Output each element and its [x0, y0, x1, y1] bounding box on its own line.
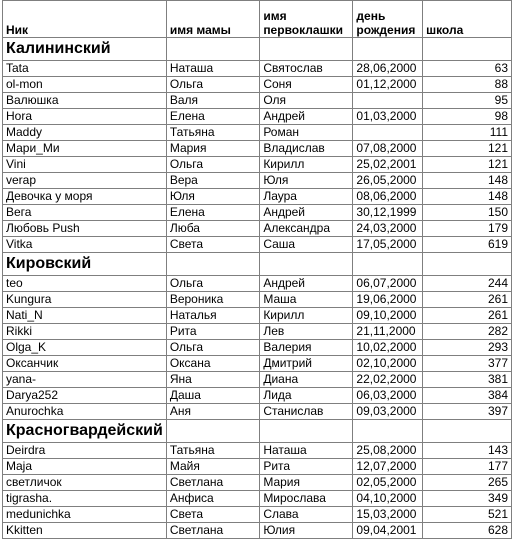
cell-school[interactable]: 628 [423, 523, 512, 539]
cell-birthday[interactable]: 09,03,2000 [353, 404, 423, 420]
table-row [3, 61, 512, 77]
cell-mother[interactable]: Юля [166, 189, 260, 205]
cell-child[interactable]: Кирилл [260, 308, 353, 324]
cell-school[interactable]: 121 [423, 157, 512, 173]
cell-nick[interactable]: teo [3, 276, 167, 292]
empty-cell[interactable] [353, 38, 423, 61]
table-row [3, 523, 512, 539]
table-row [3, 404, 512, 420]
cell-school[interactable]: 95 [423, 93, 512, 109]
cell-nick[interactable]: yana- [3, 372, 167, 388]
cell-child[interactable]: Мирослава [260, 491, 353, 507]
cell-school[interactable]: 121 [423, 141, 512, 157]
cell-nick[interactable]: Вега [3, 205, 167, 221]
cell-birthday[interactable] [353, 93, 423, 109]
cell-school[interactable]: 293 [423, 340, 512, 356]
cell-mother[interactable]: Ольга [166, 77, 260, 93]
cell-child[interactable]: Андрей [260, 205, 353, 221]
cell-mother[interactable]: Мария [166, 141, 260, 157]
cell-child[interactable]: Юля [260, 173, 353, 189]
cell-birthday[interactable]: 09,10,2000 [353, 308, 423, 324]
table-row [3, 475, 512, 491]
cell-mother[interactable]: Наталья [166, 308, 260, 324]
cell-child[interactable]: Лев [260, 324, 353, 340]
table-row [3, 308, 512, 324]
cell-mother[interactable]: Наташа [166, 61, 260, 77]
cell-birthday[interactable]: 17,05,2000 [353, 237, 423, 253]
cell-birthday[interactable]: 22,02,2000 [353, 372, 423, 388]
cell-child[interactable]: Дмитрий [260, 356, 353, 372]
cell-mother[interactable]: Майя [166, 459, 260, 475]
cell-school[interactable]: 377 [423, 356, 512, 372]
empty-cell[interactable] [166, 38, 260, 61]
empty-cell[interactable] [260, 420, 353, 443]
cell-birthday[interactable]: 25,02,2001 [353, 157, 423, 173]
cell-birthday[interactable]: 06,07,2000 [353, 276, 423, 292]
cell-birthday[interactable]: 08,06,2000 [353, 189, 423, 205]
cell-school[interactable]: 261 [423, 308, 512, 324]
table-row [3, 388, 512, 404]
cell-school[interactable]: 265 [423, 475, 512, 491]
table-row [3, 372, 512, 388]
cell-birthday[interactable]: 30,12,1999 [353, 205, 423, 221]
cell-child[interactable]: Святослав [260, 61, 353, 77]
cell-child[interactable]: Слава [260, 507, 353, 523]
cell-birthday[interactable]: 10,02,2000 [353, 340, 423, 356]
empty-cell[interactable] [166, 253, 260, 276]
cell-school[interactable]: 179 [423, 221, 512, 237]
cell-child[interactable]: Соня [260, 77, 353, 93]
cell-mother[interactable]: Татьяна [166, 125, 260, 141]
cell-birthday[interactable] [353, 125, 423, 141]
cell-mother[interactable]: Анфиса [166, 491, 260, 507]
header-row [3, 1, 512, 38]
cell-school[interactable]: 148 [423, 173, 512, 189]
cell-nick[interactable]: Nati_N [3, 308, 167, 324]
section-row [3, 38, 512, 61]
cell-mother[interactable]: Света [166, 507, 260, 523]
section-row [3, 253, 512, 276]
cell-mother[interactable]: Вера [166, 173, 260, 189]
cell-nick[interactable]: Maja [3, 459, 167, 475]
cell-school[interactable]: 619 [423, 237, 512, 253]
cell-birthday[interactable]: 02,05,2000 [353, 475, 423, 491]
cell-nick[interactable]: Девочка у моря [3, 189, 167, 205]
cell-child[interactable]: Наташа [260, 443, 353, 459]
cell-child[interactable]: Диана [260, 372, 353, 388]
cell-child[interactable]: Станислав [260, 404, 353, 420]
cell-nick[interactable]: Rikki [3, 324, 167, 340]
cell-nick[interactable]: Vini [3, 157, 167, 173]
cell-nick[interactable]: Оксанчик [3, 356, 167, 372]
empty-cell[interactable] [353, 253, 423, 276]
section-title-cell[interactable]: Кировский [3, 253, 167, 276]
cell-school[interactable]: 111 [423, 125, 512, 141]
empty-cell[interactable] [423, 38, 512, 61]
cell-birthday[interactable]: 25,08,2000 [353, 443, 423, 459]
cell-birthday[interactable]: 19,06,2000 [353, 292, 423, 308]
spreadsheet-body [3, 1, 512, 539]
cell-nick[interactable]: tigrasha. [3, 491, 167, 507]
table-row [3, 292, 512, 308]
cell-birthday[interactable]: 28,06,2000 [353, 61, 423, 77]
cell-school[interactable]: 148 [423, 189, 512, 205]
cell-mother[interactable]: Света [166, 237, 260, 253]
cell-school[interactable]: 177 [423, 459, 512, 475]
cell-birthday[interactable]: 09,04,2001 [353, 523, 423, 539]
cell-school[interactable]: 150 [423, 205, 512, 221]
table-row [3, 157, 512, 173]
cell-mother[interactable]: Татьяна [166, 443, 260, 459]
table-row [3, 324, 512, 340]
section-title-cell[interactable]: Калининский [3, 38, 167, 61]
cell-nick[interactable]: verap [3, 173, 167, 189]
header-child[interactable]: имя первоклашки [260, 1, 353, 38]
cell-mother[interactable]: Ольга [166, 340, 260, 356]
cell-mother[interactable]: Люба [166, 221, 260, 237]
cell-birthday[interactable]: 15,03,2000 [353, 507, 423, 523]
cell-nick[interactable]: Anurochka [3, 404, 167, 420]
table-row [3, 141, 512, 157]
cell-child[interactable]: Кирилл [260, 157, 353, 173]
cell-child[interactable]: Саша [260, 237, 353, 253]
cell-birthday[interactable]: 26,05,2000 [353, 173, 423, 189]
empty-cell[interactable] [423, 420, 512, 443]
cell-school[interactable]: 384 [423, 388, 512, 404]
cell-mother[interactable]: Даша [166, 388, 260, 404]
cell-child[interactable]: Юлия [260, 523, 353, 539]
cell-school[interactable]: 397 [423, 404, 512, 420]
cell-mother[interactable]: Ольга [166, 157, 260, 173]
cell-nick[interactable]: ol-mon [3, 77, 167, 93]
cell-mother[interactable]: Рита [166, 324, 260, 340]
cell-mother[interactable]: Вероника [166, 292, 260, 308]
table-row [3, 340, 512, 356]
cell-birthday[interactable]: 12,07,2000 [353, 459, 423, 475]
cell-nick[interactable]: Deirdra [3, 443, 167, 459]
cell-school[interactable]: 381 [423, 372, 512, 388]
table-row [3, 189, 512, 205]
table-row [3, 125, 512, 141]
table-row [3, 507, 512, 523]
cell-child[interactable]: Рита [260, 459, 353, 475]
cell-mother[interactable]: Светлана [166, 475, 260, 491]
cell-mother[interactable]: Елена [166, 205, 260, 221]
cell-mother[interactable]: Аня [166, 404, 260, 420]
cell-child[interactable]: Маша [260, 292, 353, 308]
empty-cell[interactable] [166, 420, 260, 443]
cell-child[interactable]: Лида [260, 388, 353, 404]
cell-child[interactable]: Валерия [260, 340, 353, 356]
table-row [3, 77, 512, 93]
empty-cell[interactable] [260, 38, 353, 61]
cell-birthday[interactable]: 07,08,2000 [353, 141, 423, 157]
table-row [3, 491, 512, 507]
table-row [3, 173, 512, 189]
cell-nick[interactable]: Hora [3, 109, 167, 125]
cell-school[interactable]: 521 [423, 507, 512, 523]
table-row [3, 237, 512, 253]
cell-child[interactable]: Оля [260, 93, 353, 109]
cell-nick[interactable]: Kkitten [3, 523, 167, 539]
cell-birthday[interactable]: 01,03,2000 [353, 109, 423, 125]
cell-mother[interactable]: Яна [166, 372, 260, 388]
table-row [3, 109, 512, 125]
cell-mother[interactable]: Светлана [166, 523, 260, 539]
header-birthday[interactable]: день рождения [353, 1, 423, 38]
cell-school[interactable]: 261 [423, 292, 512, 308]
section-title-cell[interactable]: Красногвардейский [3, 420, 167, 443]
cell-birthday[interactable]: 01,12,2000 [353, 77, 423, 93]
cell-child[interactable]: Владислав [260, 141, 353, 157]
cell-nick[interactable]: medunichka [3, 507, 167, 523]
table-row [3, 93, 512, 109]
cell-mother[interactable]: Оксана [166, 356, 260, 372]
cell-mother[interactable]: Валя [166, 93, 260, 109]
cell-birthday[interactable]: 24,03,2000 [353, 221, 423, 237]
table-row [3, 356, 512, 372]
cell-nick[interactable]: Kungura [3, 292, 167, 308]
cell-nick[interactable]: Мари_Ми [3, 141, 167, 157]
cell-school[interactable]: 244 [423, 276, 512, 292]
cell-school[interactable]: 63 [423, 61, 512, 77]
cell-school[interactable]: 282 [423, 324, 512, 340]
cell-nick[interactable]: Любовь Push [3, 221, 167, 237]
cell-birthday[interactable]: 06,03,2000 [353, 388, 423, 404]
cell-school[interactable]: 98 [423, 109, 512, 125]
cell-child[interactable]: Роман [260, 125, 353, 141]
cell-nick[interactable]: Tata [3, 61, 167, 77]
section-row [3, 420, 512, 443]
table-row [3, 221, 512, 237]
header-mother[interactable]: имя мамы [166, 1, 260, 38]
header-school[interactable]: школа [423, 1, 512, 38]
cell-child[interactable]: Андрей [260, 276, 353, 292]
cell-mother[interactable]: Ольга [166, 276, 260, 292]
table-row [3, 205, 512, 221]
cell-nick[interactable]: светличок [3, 475, 167, 491]
spreadsheet-table [2, 0, 512, 539]
cell-child[interactable]: Мария [260, 475, 353, 491]
cell-nick[interactable]: Валюшка [3, 93, 167, 109]
empty-cell[interactable] [260, 253, 353, 276]
cell-nick[interactable]: Vitka [3, 237, 167, 253]
cell-mother[interactable]: Елена [166, 109, 260, 125]
table-row [3, 459, 512, 475]
table-row [3, 443, 512, 459]
cell-school[interactable]: 143 [423, 443, 512, 459]
cell-birthday[interactable]: 02,10,2000 [353, 356, 423, 372]
table-row [3, 276, 512, 292]
cell-child[interactable]: Андрей [260, 109, 353, 125]
cell-child[interactable]: Лаура [260, 189, 353, 205]
cell-child[interactable]: Александра [260, 221, 353, 237]
cell-school[interactable]: 88 [423, 77, 512, 93]
empty-cell[interactable] [423, 253, 512, 276]
cell-nick[interactable]: Darya252 [3, 388, 167, 404]
empty-cell[interactable] [353, 420, 423, 443]
cell-nick[interactable]: Olga_K [3, 340, 167, 356]
header-nick[interactable]: Ник [3, 1, 167, 38]
cell-birthday[interactable]: 04,10,2000 [353, 491, 423, 507]
cell-nick[interactable]: Maddy [3, 125, 167, 141]
cell-school[interactable]: 349 [423, 491, 512, 507]
cell-birthday[interactable]: 21,11,2000 [353, 324, 423, 340]
